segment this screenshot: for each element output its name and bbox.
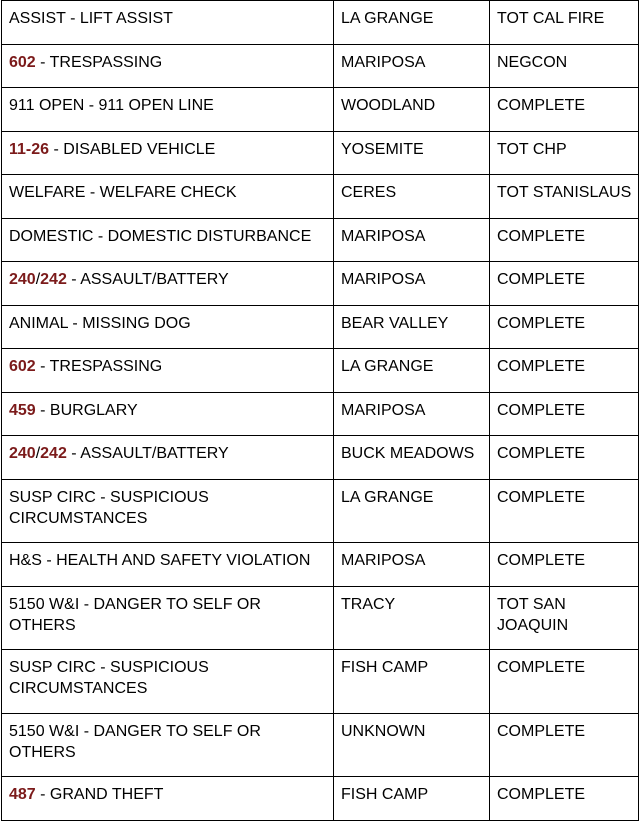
call-type-cell (2, 543, 334, 587)
call-type-text: / (35, 445, 41, 462)
table-row (2, 262, 639, 306)
table-row (2, 1, 639, 45)
location-cell: MARIPOSA (334, 392, 490, 436)
call-type-text: 911 OPEN - 911 OPEN LINE (9, 97, 214, 114)
disposition-cell: TOT STANISLAUS (490, 175, 639, 219)
call-type-text: / (35, 271, 41, 288)
table-row (2, 586, 639, 650)
call-type-cell (2, 88, 334, 132)
disposition-cell: NEGCON (490, 44, 639, 88)
call-type-cell (2, 44, 334, 88)
call-log-table (1, 0, 639, 821)
location-cell: LA GRANGE (334, 479, 490, 543)
table-row (2, 218, 639, 262)
disposition-cell: COMPLETE (490, 543, 639, 587)
location-cell: CERES (334, 175, 490, 219)
table-row (2, 777, 639, 821)
disposition-cell: COMPLETE (490, 713, 639, 777)
call-type-cell (2, 218, 334, 262)
call-type-cell (2, 131, 334, 175)
location-cell: LA GRANGE (334, 349, 490, 393)
penal-code: 602 (9, 53, 36, 71)
penal-code: 487 (9, 786, 36, 803)
call-type-text: - ASSAULT/BATTERY (66, 271, 229, 288)
penal-code: 240 (9, 271, 36, 288)
location-cell: FISH CAMP (334, 777, 490, 821)
call-type-text: ASSIST - LIFT ASSIST (9, 10, 173, 27)
table-row (2, 175, 639, 219)
call-type-text: - ASSAULT/BATTERY (66, 445, 229, 462)
call-type-text: 5150 W&I - DANGER TO SELF OR OTHERS (9, 595, 261, 634)
disposition-cell: COMPLETE (490, 262, 639, 306)
location-cell: LA GRANGE (334, 1, 490, 45)
call-type-text: - GRAND THEFT (35, 786, 164, 803)
call-type-cell (2, 262, 334, 306)
penal-code: 459 (9, 401, 36, 419)
disposition-cell: COMPLETE (490, 436, 639, 480)
disposition-cell: COMPLETE (490, 479, 639, 543)
penal-code: 602 (9, 358, 36, 375)
location-cell: TRACY (334, 586, 490, 650)
table-row (2, 349, 639, 393)
call-type-cell (2, 436, 334, 480)
location-cell: BUCK MEADOWS (334, 436, 490, 480)
disposition-cell: COMPLETE (490, 777, 639, 821)
table-row (2, 305, 639, 349)
penal-code: 240 (9, 445, 36, 462)
call-type-cell (2, 586, 334, 650)
call-type-text: DOMESTIC - DOMESTIC DISTURBANCE (9, 227, 312, 245)
call-type-cell (2, 777, 334, 821)
location-cell: MARIPOSA (334, 44, 490, 88)
call-type-cell (2, 479, 334, 543)
disposition-cell: TOT SAN JOAQUIN (490, 586, 639, 650)
table-row (2, 392, 639, 436)
call-type-text: H&S - HEALTH AND SAFETY VIOLATION (9, 552, 311, 569)
table-row (2, 131, 639, 175)
table-row (2, 650, 639, 714)
location-cell: MARIPOSA (334, 543, 490, 587)
call-type-text: SUSP CIRC - SUSPICIOUS CIRCUMSTANCES (9, 659, 209, 697)
call-type-cell (2, 305, 334, 349)
table-row (2, 436, 639, 480)
disposition-cell: COMPLETE (490, 650, 639, 714)
table-row (2, 479, 639, 543)
disposition-cell: COMPLETE (490, 305, 639, 349)
table-row (2, 543, 639, 587)
penal-code: 242 (40, 445, 67, 462)
table-row (2, 44, 639, 88)
location-cell: FISH CAMP (334, 650, 490, 714)
call-type-cell (2, 713, 334, 777)
call-type-text: 5150 W&I - DANGER TO SELF OR OTHERS (9, 722, 261, 761)
location-cell: WOODLAND (334, 88, 490, 132)
call-type-cell (2, 175, 334, 219)
table-row (2, 88, 639, 132)
call-type-text: - DISABLED VEHICLE (49, 140, 216, 158)
call-type-cell (2, 1, 334, 45)
call-type-text: - TRESPASSING (35, 53, 163, 71)
call-type-cell (2, 650, 334, 714)
call-type-cell (2, 392, 334, 436)
call-type-cell (2, 349, 334, 393)
call-type-text: WELFARE - WELFARE CHECK (9, 184, 237, 201)
location-cell: YOSEMITE (334, 131, 490, 175)
location-cell: BEAR VALLEY (334, 305, 490, 349)
location-cell: UNKNOWN (334, 713, 490, 777)
location-cell: MARIPOSA (334, 262, 490, 306)
penal-code: 242 (40, 271, 67, 288)
disposition-cell: COMPLETE (490, 349, 639, 393)
disposition-cell: COMPLETE (490, 218, 639, 262)
disposition-cell: COMPLETE (490, 392, 639, 436)
call-type-text: ANIMAL - MISSING DOG (9, 314, 191, 332)
disposition-cell: TOT CHP (490, 131, 639, 175)
call-type-text: - TRESPASSING (35, 358, 163, 375)
call-type-text: SUSP CIRC - SUSPICIOUS CIRCUMSTANCES (9, 488, 209, 527)
location-cell: MARIPOSA (334, 218, 490, 262)
call-log-body (2, 1, 639, 821)
disposition-cell: COMPLETE (490, 88, 639, 132)
penal-code: 11-26 (9, 140, 50, 158)
call-type-text: - BURGLARY (35, 401, 138, 419)
table-row (2, 713, 639, 777)
disposition-cell: TOT CAL FIRE (490, 1, 639, 45)
